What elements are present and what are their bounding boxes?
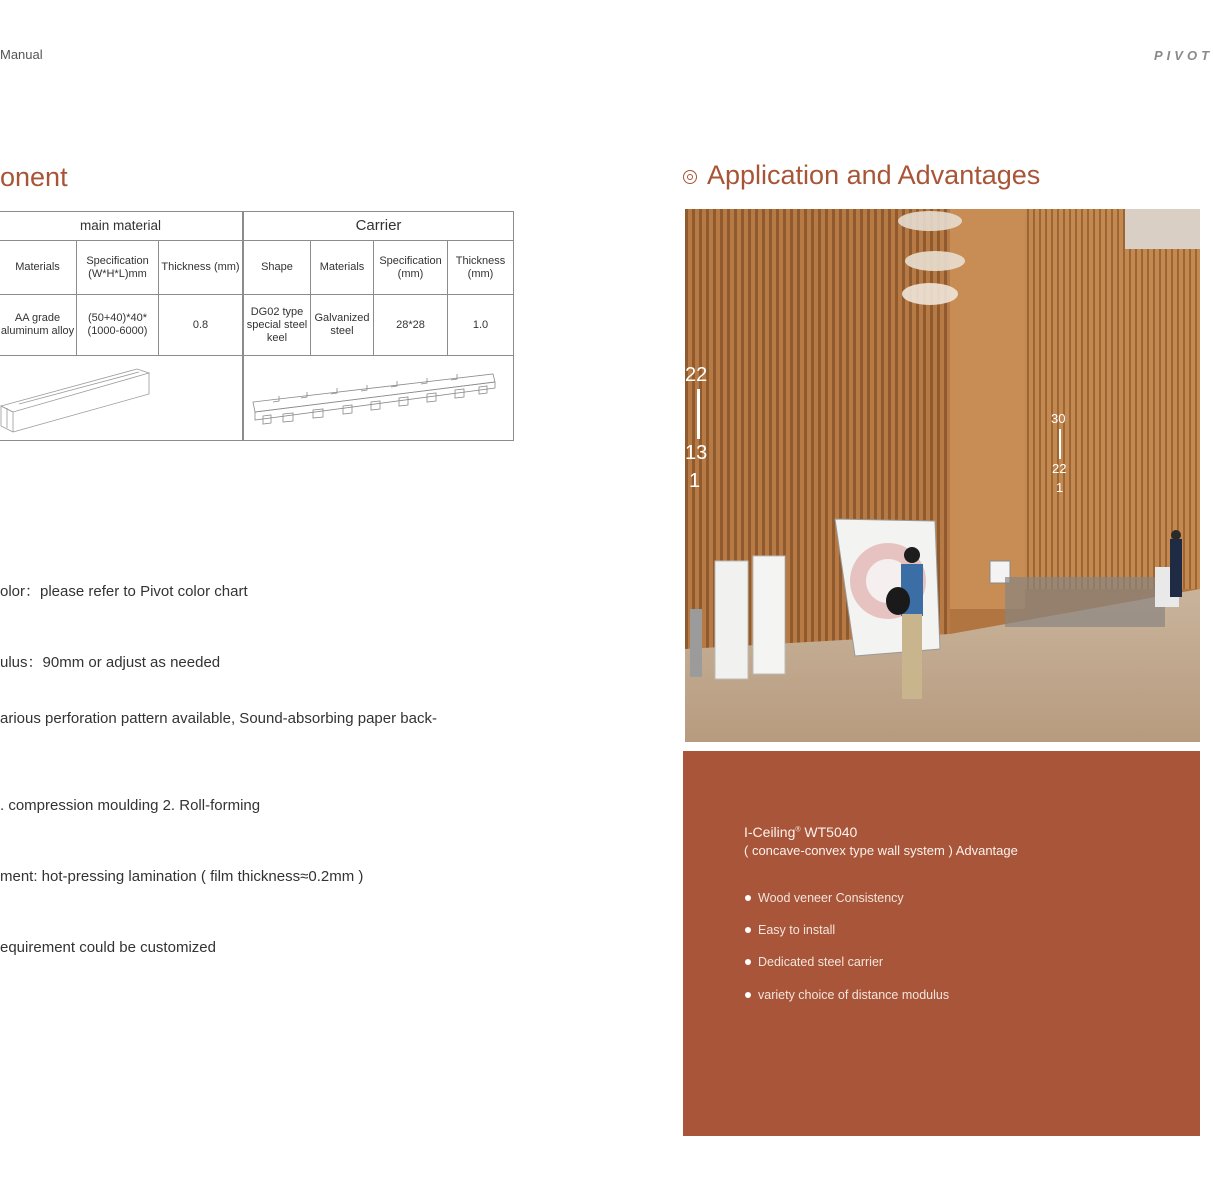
section-title: onent xyxy=(0,162,68,192)
floor-label-e: 22 xyxy=(1052,461,1067,476)
advantage-item-label: Dedicated steel carrier xyxy=(758,955,884,969)
registered-mark: ® xyxy=(795,826,801,834)
bullet-icon xyxy=(745,992,751,998)
advantage-brand: I-Ceiling xyxy=(744,824,796,840)
advantage-item-label: variety choice of distance modulus xyxy=(758,988,950,1002)
floor-label-c: 1 xyxy=(689,470,701,492)
cell-spec-carrier: 28*28 xyxy=(374,295,448,356)
perforation-line: arious perforation pattern available, Sound-absorbing paper back- xyxy=(0,710,437,727)
col-materials-carrier: Materials xyxy=(311,241,374,295)
col-shape: Shape xyxy=(243,241,311,295)
bullet-icon xyxy=(745,895,751,901)
application-title xyxy=(683,160,1040,191)
cell-shape: DG02 type special steel keel xyxy=(243,295,311,356)
floor-label-d: 30 xyxy=(1051,411,1066,426)
cell-materials: AA grade aluminum alloy xyxy=(0,295,77,356)
col-spec-main: Specification (W*H*L)mm xyxy=(77,241,159,295)
cell-thickness-carrier: 1.0 xyxy=(448,295,514,356)
advantage-item-label: Wood veneer Consistency xyxy=(758,891,904,905)
bullet-icon xyxy=(745,959,751,965)
modulus-line: ulus：90mm or adjust as needed xyxy=(0,654,221,671)
lobby-photo xyxy=(685,209,1200,742)
advantage-subtitle: ( concave-convex type wall system ) Advantage xyxy=(744,843,1018,858)
advantage-item xyxy=(745,891,904,905)
cell-spec-main: (50+40)*40* (1000-6000) xyxy=(77,295,159,356)
advantage-model: WT5040 xyxy=(800,824,858,840)
process-line: . compression moulding 2. Roll-forming xyxy=(0,797,261,814)
application-title-text: Application and Advantages xyxy=(707,160,1041,190)
panel-drawing xyxy=(0,356,243,441)
cell-thickness-main: 0.8 xyxy=(159,295,243,356)
keel-drawing-cell xyxy=(243,356,514,441)
keel-drawing xyxy=(243,356,514,441)
floor-label-b: 13 xyxy=(685,442,708,464)
header-manual: Manual xyxy=(0,47,43,62)
floor-label-f: 1 xyxy=(1056,480,1064,495)
advantage-item xyxy=(745,923,835,937)
color-line: olor：please refer to Pivot color chart xyxy=(0,583,248,600)
floor-label-a: 22 xyxy=(685,364,708,386)
col-thickness-main: Thickness (mm) xyxy=(159,241,243,295)
col-materials: Materials xyxy=(0,241,77,295)
advantage-panel xyxy=(683,751,1200,1136)
treatment-line: ment: hot-pressing lamination ( film thickness≈0.2mm ) xyxy=(0,868,364,885)
brand-logo: PIVOT xyxy=(1154,48,1213,63)
spec-table xyxy=(0,211,514,441)
ring-bullet-icon xyxy=(683,170,697,184)
customize-line: equirement could be customized xyxy=(0,939,216,956)
col-spec-carrier: Specification (mm) xyxy=(374,241,448,295)
advantage-item xyxy=(745,955,883,969)
header-main-material: main material xyxy=(0,211,243,241)
col-thickness-carrier: Thickness (mm) xyxy=(448,241,514,295)
cell-materials-carrier: Galvanized steel xyxy=(311,295,374,356)
advantage-item xyxy=(745,988,949,1002)
bullet-icon xyxy=(745,927,751,933)
advantage-title xyxy=(744,824,857,840)
header-carrier: Carrier xyxy=(243,211,514,241)
panel-drawing-cell xyxy=(0,356,243,441)
advantage-item-label: Easy to install xyxy=(758,923,836,937)
